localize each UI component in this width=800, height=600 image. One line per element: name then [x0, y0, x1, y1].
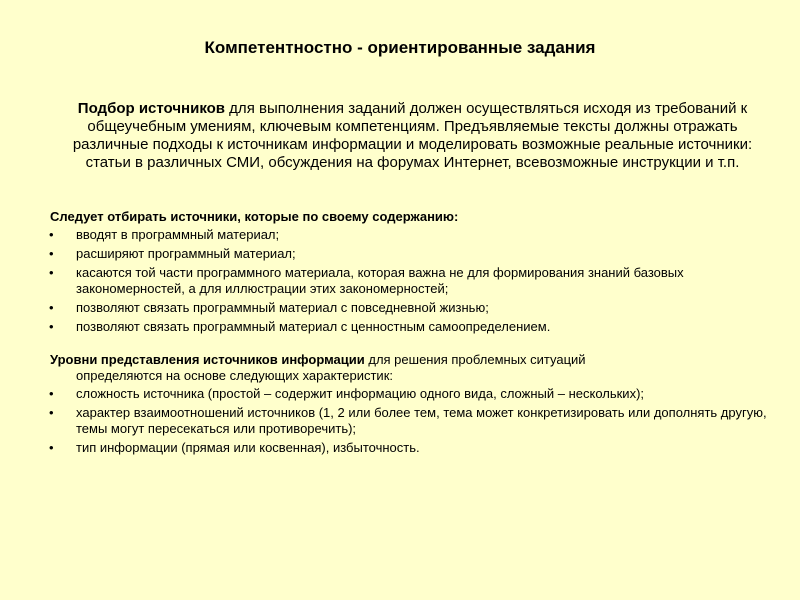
source-levels-section [50, 352, 770, 459]
source-levels-heading-bold: Уровни представления источников информации [50, 352, 365, 367]
list-item: • касаются той части программного материала, которая важна не для формирования знаний базовых закономерностей, а для иллюстрации этих закономерностей; [50, 265, 770, 297]
list-item: • вводят в программный материал; [50, 227, 770, 243]
source-levels-heading-rest: для решения проблемных ситуаций [364, 352, 586, 367]
page-title: Компетентностно - ориентированные задания [204, 38, 596, 57]
source-criteria-heading: Следует отбирать источники, которые по своему содержанию: [50, 209, 459, 224]
intro-bold-phrase: Подбор источников [77, 100, 226, 117]
list-item: • расширяют программный материал; [50, 246, 770, 262]
intro-text: для выполнения заданий должен осуществляться исходя из требований к общеучебным умениям, ключевым компетенциям. Предъявляемые тексты должны отражать различные подходы к источникам информации и моделировать возможные реальные источники: статьи в различных СМИ, обсуждения на форумах Интернет, всевозможные инструкции и т.п. [72, 100, 753, 171]
source-levels-heading-continuation: определяются на основе следующих характеристик: [76, 368, 393, 383]
intro-paragraph [60, 100, 765, 172]
list-item: • тип информации (прямая или косвенная), избыточность. [50, 440, 770, 456]
source-levels-heading [50, 352, 770, 368]
source-levels-list [50, 386, 770, 456]
list-item: • сложность источника (простой – содержит информацию одного вида, сложный – нескольких); [50, 386, 770, 402]
list-item: • характер взаимоотношений источников (1, 2 или более тем, тема может конкретизировать или дополнять другую, темы могут пересекаться или противоречить); [50, 405, 770, 437]
source-criteria-list [50, 227, 770, 335]
source-criteria-section [50, 209, 770, 338]
list-item: • позволяют связать программный материал с повседневной жизнью; [50, 300, 770, 316]
list-item: • позволяют связать программный материал с ценностным самоопределением. [50, 319, 770, 335]
